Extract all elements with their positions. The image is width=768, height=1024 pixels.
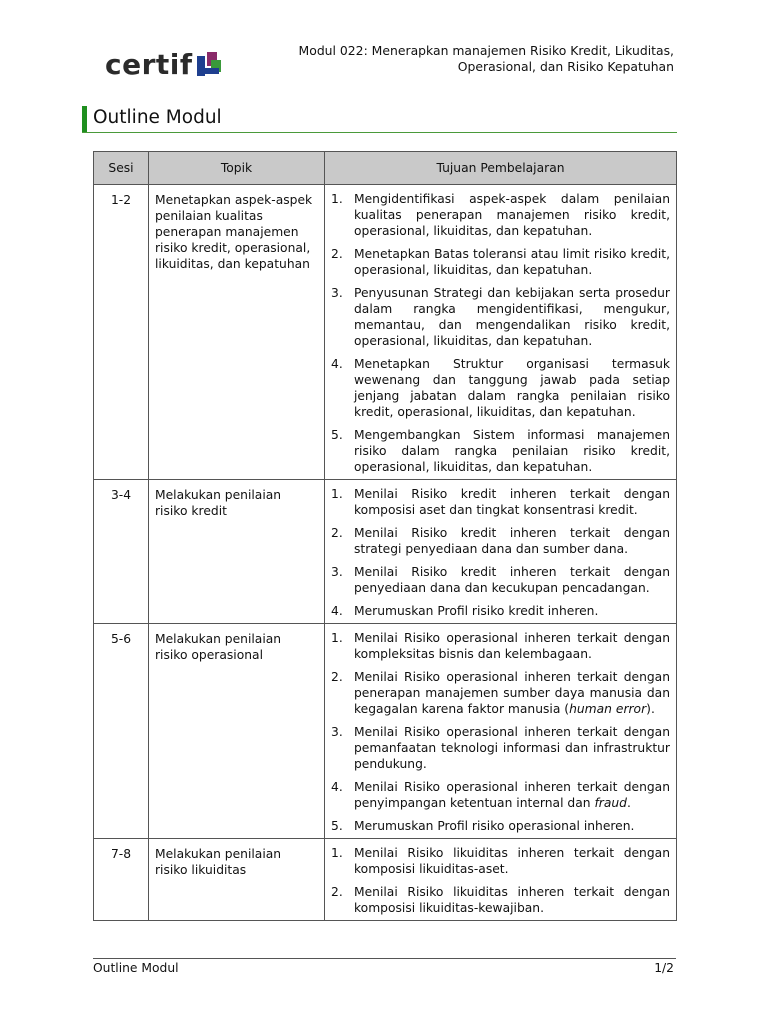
objective-item <box>331 246 670 278</box>
objective-item <box>331 724 670 772</box>
objective-text <box>354 603 670 619</box>
objective-text <box>354 630 670 662</box>
certif-logo <box>97 44 247 86</box>
objective-text <box>354 564 670 596</box>
objective-text <box>354 427 670 475</box>
objective-number: 1. <box>331 631 343 645</box>
objective-number: 1. <box>331 846 343 860</box>
objective-text-main: Merumuskan Profil risiko operasional inheren. <box>354 819 635 833</box>
objective-number: 2. <box>331 247 343 261</box>
objective-item <box>331 427 670 475</box>
logo-wordmark: certif <box>105 48 193 81</box>
objective-text-main: Menilai Risiko operasional inheren terkait dengan penyimpangan ketentuan internal dan <box>354 780 670 810</box>
objective-number: 3. <box>331 286 343 300</box>
topic-cell: Melakukan penilaian risiko likuiditas <box>149 839 325 921</box>
objective-item <box>331 525 670 557</box>
objective-item <box>331 845 670 877</box>
objective-text-main: Menilai Risiko operasional inheren terkait dengan kompleksitas bisnis dan kelembagaan. <box>354 631 670 661</box>
objective-text-after: ). <box>646 702 655 716</box>
objective-item <box>331 669 670 717</box>
objective-number: 1. <box>331 487 343 501</box>
header-topik: Topik <box>149 152 325 185</box>
objective-text-after: . <box>626 796 631 810</box>
objective-text-main: Menetapkan Struktur organisasi termasuk wewenang dan tanggung jawab pada setiap jenjang jabatan dalam rangka penilaian risiko kredit, operasional, likuiditas, dan kepatuhan. <box>354 357 670 419</box>
objective-text <box>354 779 670 811</box>
session-cell: 7-8 <box>94 839 149 921</box>
objective-number: 3. <box>331 725 343 739</box>
table-body <box>94 185 677 921</box>
table-row <box>94 185 677 480</box>
objective-text <box>354 356 670 420</box>
objective-item <box>331 779 670 811</box>
objective-item <box>331 603 670 619</box>
table-row <box>94 480 677 624</box>
objective-text-main: Menilai Risiko likuiditas inheren terkait dengan komposisi likuiditas-aset. <box>354 846 670 876</box>
objective-text <box>354 884 670 916</box>
objective-text-main: Mengembangkan Sistem informasi manajemen risiko dalam rangka penilaian risiko kredit, operasional, likuiditas, dan kepatuhan. <box>354 428 670 474</box>
objectives-cell <box>325 839 677 921</box>
section-heading <box>82 106 677 133</box>
objective-item <box>331 564 670 596</box>
objective-text-main: Mengidentifikasi aspek-aspek dalam penilaian kualitas penerapan manajemen risiko kredit, operasional, likuiditas, dan kepatuhan. <box>354 192 670 238</box>
objective-text <box>354 525 670 557</box>
objective-text-main: Penyusunan Strategi dan kebijakan serta prosedur dalam rangka mengidentifikasi, mengukur, memantau, dan mengendalikan risiko kredit, operasional, likuiditas, dan kepatuhan. <box>354 286 670 348</box>
objective-item <box>331 630 670 662</box>
objective-text <box>354 285 670 349</box>
topic-cell: Menetapkan aspek-aspek penilaian kualitas penerapan manajemen risiko kredit, operasional, likuiditas, dan kepatuhan <box>149 185 325 480</box>
objective-text-main: Menilai Risiko operasional inheren terkait dengan pemanfaatan teknologi informasi dan infrastruktur pendukung. <box>354 725 670 771</box>
objective-item <box>331 285 670 349</box>
session-cell: 5-6 <box>94 624 149 839</box>
objective-text <box>354 191 670 239</box>
objective-number: 1. <box>331 192 343 206</box>
module-title <box>254 43 674 75</box>
session-cell: 1-2 <box>94 185 149 480</box>
session-cell: 3-4 <box>94 480 149 624</box>
page-number: 1/2 <box>654 961 674 975</box>
objective-item <box>331 191 670 239</box>
table-row <box>94 624 677 839</box>
objective-number: 2. <box>331 526 343 540</box>
certif-logo-icon <box>197 52 229 76</box>
objective-text <box>354 669 670 717</box>
objective-text-main: Menilai Risiko kredit inheren terkait dengan komposisi aset dan tingkat konsentrasi kredit. <box>354 487 670 517</box>
objective-text <box>354 818 670 834</box>
topic-cell: Melakukan penilaian risiko operasional <box>149 624 325 839</box>
objectives-cell <box>325 624 677 839</box>
objective-number: 4. <box>331 357 343 371</box>
module-title-line-2: Operasional, dan Risiko Kepatuhan <box>457 59 674 74</box>
objective-item <box>331 356 670 420</box>
objective-text-italic: fraud <box>594 796 627 810</box>
objectives-cell <box>325 185 677 480</box>
objective-number: 3. <box>331 565 343 579</box>
objective-item <box>331 818 670 834</box>
table-row <box>94 839 677 921</box>
objective-text-main: Menetapkan Batas toleransi atau limit risiko kredit, operasional, likuiditas, dan kepatuhan. <box>354 247 670 277</box>
objective-text <box>354 246 670 278</box>
header-tujuan: Tujuan Pembelajaran <box>325 152 677 185</box>
footer-divider <box>93 958 676 959</box>
objective-text-main: Menilai Risiko kredit inheren terkait dengan strategi penyediaan dana dan sumber dana. <box>354 526 670 556</box>
objective-text <box>354 845 670 877</box>
table-header-row <box>94 152 677 185</box>
header-sesi: Sesi <box>94 152 149 185</box>
objective-text-italic: human error <box>569 702 647 716</box>
objectives-cell <box>325 480 677 624</box>
objective-number: 4. <box>331 604 343 618</box>
objective-text <box>354 724 670 772</box>
objective-text-main: Merumuskan Profil risiko kredit inheren. <box>354 604 599 618</box>
outline-table <box>93 151 677 921</box>
heading-accent-bar <box>82 106 87 132</box>
objective-text-main: Menilai Risiko operasional inheren terkait dengan penerapan manajemen sumber daya manusia dan kegagalan karena faktor manusia ( <box>354 670 670 716</box>
objective-text-main: Menilai Risiko kredit inheren terkait dengan penyediaan dana dan kecukupan pencadangan. <box>354 565 670 595</box>
objective-number: 4. <box>331 780 343 794</box>
footer-title: Outline Modul <box>93 961 179 975</box>
objective-number: 2. <box>331 670 343 684</box>
objective-number: 2. <box>331 885 343 899</box>
objective-item <box>331 884 670 916</box>
objective-text-main: Menilai Risiko likuiditas inheren terkait dengan komposisi likuiditas-kewajiban. <box>354 885 670 915</box>
objective-item <box>331 486 670 518</box>
section-title: Outline Modul <box>93 107 222 128</box>
objective-number: 5. <box>331 428 343 442</box>
module-title-line-1: Modul 022: Menerapkan manajemen Risiko Kredit, Likuditas, <box>298 43 674 58</box>
topic-cell: Melakukan penilaian risiko kredit <box>149 480 325 624</box>
objective-number: 5. <box>331 819 343 833</box>
objective-text <box>354 486 670 518</box>
